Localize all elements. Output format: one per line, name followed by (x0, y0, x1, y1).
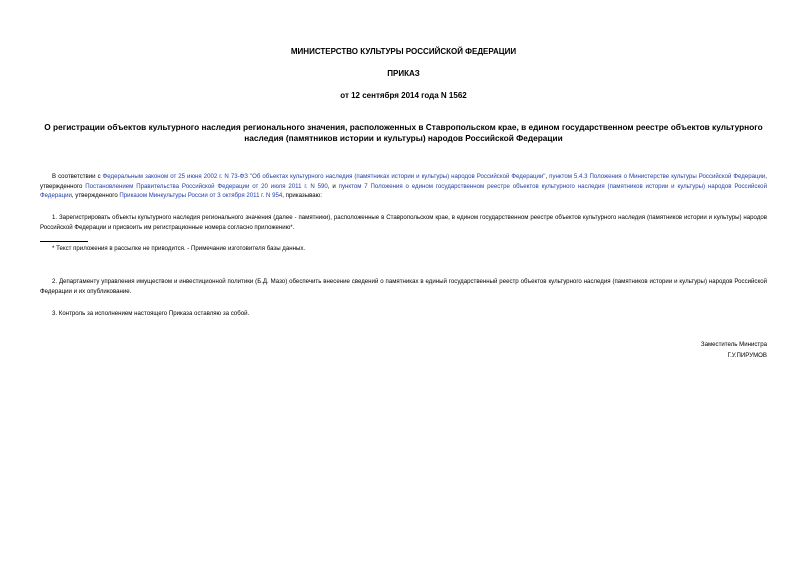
order-date-number: от 12 сентября 2014 года N 1562 (340, 91, 467, 100)
intro-text-6: , приказываю: (282, 192, 322, 199)
intro-text-5: , утвержденного (71, 192, 120, 199)
intro-paragraph (40, 172, 767, 201)
document-title: О регистрации объектов культурного наследия регионального значения, расположенных в Ставропольском крае, в едином государственном реестре объектов культурного наследия (памятников истории и культуры) народов Российской Федерации (44, 122, 763, 143)
intro-text-2: , (545, 173, 550, 180)
ministry-regulation-link[interactable]: пунктом 5.4.3 Положения о Министерстве культуры Российской Федерации (549, 173, 766, 180)
government-decree-link[interactable]: Постановлением Правительства Российской Федерации от 20 июля 2011 г. N 590 (85, 182, 328, 190)
signatory-name: Г.У.ПИРУМОВ (727, 352, 767, 359)
item-3-paragraph: 3. Контроль за исполнением настоящего Приказа оставляю за собой. (52, 310, 250, 317)
signatory-position: Заместитель Министра (700, 341, 767, 348)
ministry-heading: МИНИСТЕРСТВО КУЛЬТУРЫ РОССИЙСКОЙ ФЕДЕРАЦИИ (290, 47, 517, 56)
footnote-divider (40, 241, 88, 242)
order-heading: ПРИКАЗ (387, 69, 420, 78)
intro-text-1: В соответствии с (52, 173, 103, 180)
intro-text-4: , и (327, 182, 339, 190)
footnote-text: * Текст приложения в рассылке не приводится. - Примечание изготовителя базы данных. (52, 245, 306, 252)
federal-law-link[interactable]: Федеральным законом от 25 июня 2002 г. N 73-ФЗ "Об объектах культурного наследия (памятниках истории и культуры) народов Российской Федерации" (102, 173, 546, 180)
minculture-order-link[interactable]: Приказом Минкультуры России от 3 октября 2011 г. N 954 (119, 192, 283, 199)
item-1-paragraph: 1. Зарегистрировать объекты культурного наследия регионального значения (далее - памятники), расположенные в Ставропольском крае, в едином государственном реестре объектов культурного наследия (памятников истории и культуры) народов Российской Федерации и присвоить им регистрационные номера согласно приложению*. (40, 214, 767, 231)
item-2-paragraph: 2. Департаменту управления имуществом и инвестиционной политики (Б.Д. Мазо) обеспечить внесение сведений о памятниках в единый государственный реестр объектов культурного наследия (памятников истории и культуры) народов Российской Федерации и их опубликование. (40, 278, 767, 295)
registry-regulation-link[interactable]: пунктом 7 Положения о едином государственном реестре объектов культурного наследия (памятников истории и культуры) народов Российской Федерации (40, 182, 767, 199)
intro-text-3: , утвержденного (40, 173, 767, 190)
